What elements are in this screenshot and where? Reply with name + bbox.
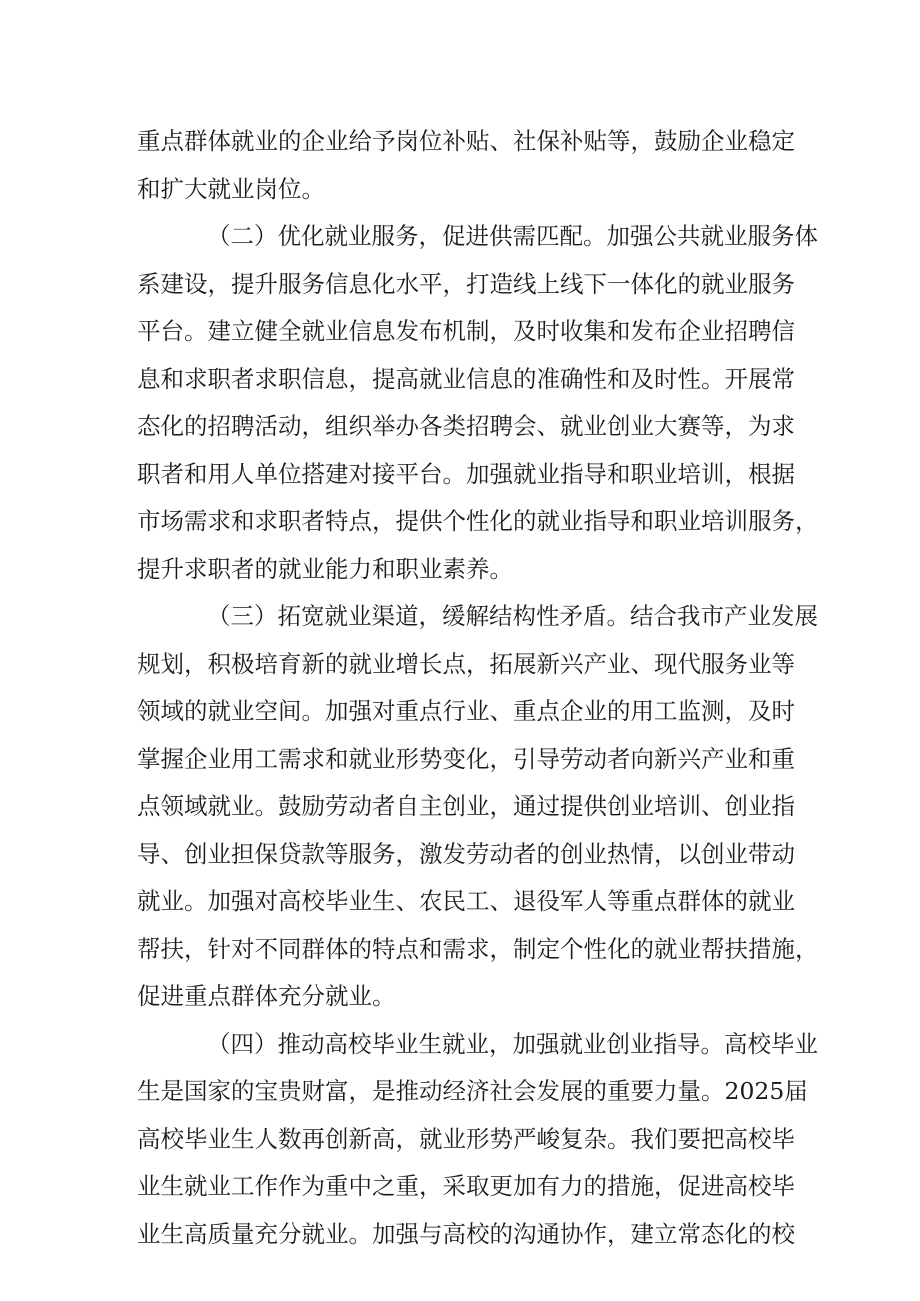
paragraph-graduate-employment — [137, 1021, 818, 1259]
text-line: 点领域就业。鼓励劳动者自主创业，通过提供创业培训、创业指 — [137, 792, 795, 820]
paragraph-continuation — [137, 118, 795, 213]
text-line: 态化的招聘活动，组织举办各类招聘会、就业创业大赛等，为求 — [137, 412, 795, 440]
text-line: （四）推动高校毕业生就业，加强就业创业指导。高校毕业 — [207, 1029, 818, 1058]
body-text — [137, 118, 819, 1258]
text-line: 导、创业担保贷款等服务，激发劳动者的创业热情，以创业带动 — [137, 839, 795, 868]
text-line: 和扩大就业岗位。 — [137, 174, 325, 203]
text-line: 市场需求和求职者特点，提供个性化的就业指导和职业培训服务， — [137, 507, 819, 535]
text-line: 系建设，提升服务信息化水平，打造线上线下一体化的就业服务 — [137, 269, 795, 298]
text-line: 息和求职者求职信息，提高就业信息的准确性和及时性。开展常 — [137, 364, 795, 393]
text-line: （三）拓宽就业渠道，缓解结构性矛盾。结合我市产业发展 — [207, 602, 818, 630]
text-line: 业生就业工作作为重中之重，采取更加有力的措施，促进高校毕 — [137, 1172, 795, 1200]
text-line: 生是国家的宝贵财富，是推动经济社会发展的重要力量。2025届 — [137, 1077, 808, 1105]
text-line: 规划，积极培育新的就业增长点，拓展新兴产业、现代服务业等 — [137, 649, 795, 678]
text-line: 帮扶，针对不同群体的特点和需求，制定个性化的就业帮扶措施， — [137, 934, 819, 963]
text-line: 掌握企业用工需求和就业形势变化，引导劳动者向新兴产业和重 — [137, 744, 795, 773]
text-line: 重点群体就业的企业给予岗位补贴、社保补贴等，鼓励企业稳定 — [137, 127, 795, 155]
text-line: 职者和用人单位搭建对接平台。加强就业指导和职业培训，根据 — [137, 459, 795, 488]
text-line: （二）优化就业服务，促进供需匹配。加强公共就业服务体 — [207, 222, 818, 250]
text-line: 领域的就业空间。加强对重点行业、重点企业的用工监测，及时 — [137, 697, 795, 725]
text-line: 促进重点群体充分就业。 — [137, 982, 396, 1010]
paragraph-broaden-channels — [137, 593, 819, 1021]
text-line: 业生高质量充分就业。加强与高校的沟通协作，建立常态化的校 — [137, 1219, 795, 1248]
paragraph-optimize-services — [137, 213, 819, 593]
text-line: 提升求职者的就业能力和职业素养。 — [137, 554, 513, 583]
text-line: 平台。建立健全就业信息发布机制，及时收集和发布企业招聘信 — [137, 317, 795, 345]
text-line: 高校毕业生人数再创新高，就业形势严峻复杂。我们要把高校毕 — [137, 1124, 795, 1153]
text-line: 就业。加强对高校毕业生、农民工、退役军人等重点群体的就业 — [137, 887, 795, 915]
